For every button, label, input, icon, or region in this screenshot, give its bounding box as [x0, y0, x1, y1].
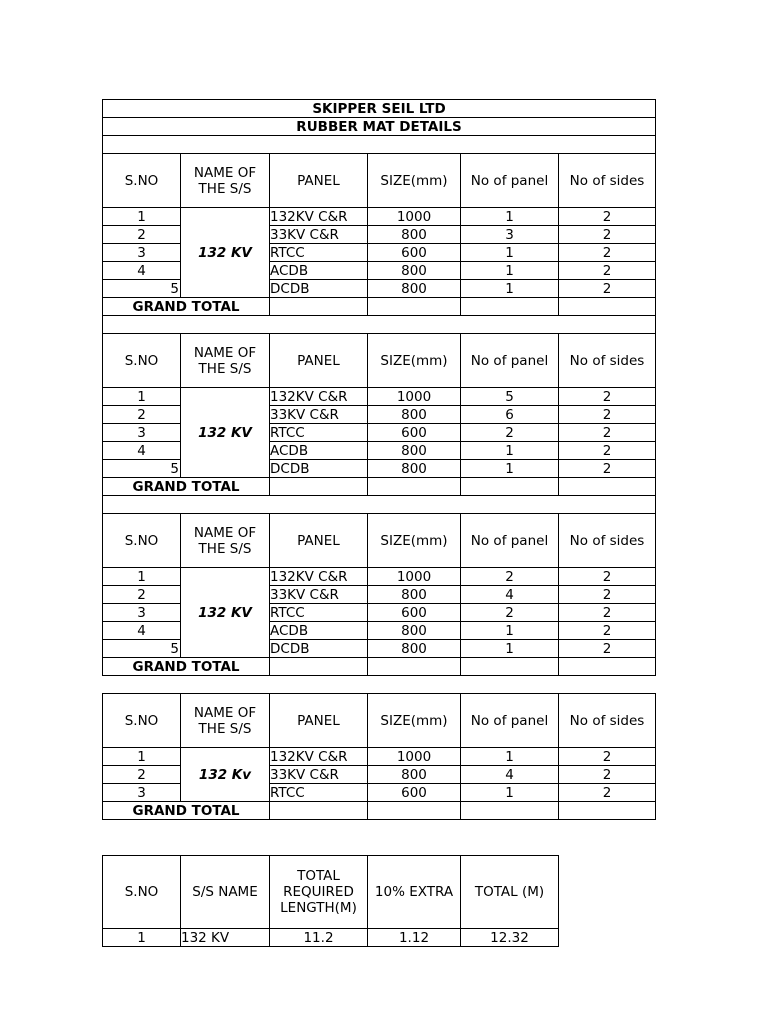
- cell-sno: 4: [103, 442, 181, 460]
- cell-no-panel: 2: [461, 424, 559, 442]
- grand-total-row: [103, 298, 656, 316]
- table-row: [103, 388, 656, 406]
- cell-ss-name: 132 KV: [181, 208, 270, 298]
- header-panel: PANEL: [270, 154, 368, 208]
- cell-size: 800: [368, 280, 461, 298]
- cell-no-sides: 2: [559, 784, 656, 802]
- grand-total-label: GRAND TOTAL: [103, 298, 270, 316]
- cell-size: 800: [368, 460, 461, 478]
- cell-panel: ACDB: [270, 262, 368, 280]
- cell-sno: 5: [103, 280, 181, 298]
- spreadsheet: [102, 99, 656, 947]
- cell-no-panel: 6: [461, 406, 559, 424]
- grand-total-cell: [559, 658, 656, 676]
- cell-sno: 1: [103, 208, 181, 226]
- grand-total-label: GRAND TOTAL: [103, 478, 270, 496]
- cell-no-panel: 1: [461, 262, 559, 280]
- header-panel: PANEL: [270, 694, 368, 748]
- cell-no-sides: 2: [559, 442, 656, 460]
- cell-sno: 4: [103, 262, 181, 280]
- grand-total-label: GRAND TOTAL: [103, 658, 270, 676]
- block-header-row: [103, 514, 656, 568]
- cell-panel: RTCC: [270, 604, 368, 622]
- rubber-mat-table: [102, 99, 656, 820]
- summary-header-ss-name: S/S NAME: [181, 856, 270, 929]
- spacer-cell: [103, 676, 656, 694]
- cell-no-sides: 2: [559, 406, 656, 424]
- summary-header-total-length: TOTAL REQUIRED LENGTH(M): [270, 856, 368, 929]
- header-sno: S.NO: [103, 154, 181, 208]
- grand-total-cell: [559, 298, 656, 316]
- cell-no-panel: 1: [461, 640, 559, 658]
- cell-size: 1000: [368, 568, 461, 586]
- cell-no-panel: 1: [461, 622, 559, 640]
- grand-total-cell: [461, 478, 559, 496]
- cell-size: 600: [368, 604, 461, 622]
- grand-total-row: [103, 658, 656, 676]
- summary-header-total: TOTAL (M): [461, 856, 559, 929]
- spacer-row: [103, 496, 656, 514]
- cell-size: 800: [368, 262, 461, 280]
- cell-panel: DCDB: [270, 280, 368, 298]
- header-name-of-ss: NAME OF THE S/S: [181, 514, 270, 568]
- grand-total-cell: [368, 478, 461, 496]
- summary-cell-extra: 1.12: [368, 929, 461, 947]
- cell-no-panel: 1: [461, 280, 559, 298]
- cell-size: 1000: [368, 208, 461, 226]
- spacer-row: [103, 316, 656, 334]
- header-no-of-panel: No of panel: [461, 334, 559, 388]
- blank-row: [103, 136, 656, 154]
- cell-panel: ACDB: [270, 442, 368, 460]
- summary-table: [102, 855, 559, 947]
- header-no-of-panel: No of panel: [461, 694, 559, 748]
- grand-total-cell: [368, 658, 461, 676]
- cell-size: 600: [368, 424, 461, 442]
- cell-sno: 2: [103, 406, 181, 424]
- cell-no-sides: 2: [559, 388, 656, 406]
- header-no-of-sides: No of sides: [559, 154, 656, 208]
- cell-no-panel: 2: [461, 568, 559, 586]
- cell-no-sides: 2: [559, 244, 656, 262]
- document-title: RUBBER MAT DETAILS: [103, 118, 656, 136]
- summary-row: [103, 929, 559, 947]
- spacer-cell: [103, 316, 656, 334]
- summary-header-sno: S.NO: [103, 856, 181, 929]
- cell-size: 600: [368, 784, 461, 802]
- cell-no-sides: 2: [559, 568, 656, 586]
- grand-total-cell: [270, 802, 368, 820]
- block-header-row: [103, 694, 656, 748]
- cell-no-sides: 2: [559, 766, 656, 784]
- cell-no-sides: 2: [559, 640, 656, 658]
- header-sno: S.NO: [103, 334, 181, 388]
- header-no-of-panel: No of panel: [461, 154, 559, 208]
- header-no-of-panel: No of panel: [461, 514, 559, 568]
- cell-panel: 132KV C&R: [270, 208, 368, 226]
- header-panel: PANEL: [270, 514, 368, 568]
- cell-no-sides: 2: [559, 280, 656, 298]
- cell-no-panel: 1: [461, 208, 559, 226]
- cell-no-sides: 2: [559, 586, 656, 604]
- cell-panel: RTCC: [270, 784, 368, 802]
- table-row: [103, 208, 656, 226]
- cell-no-sides: 2: [559, 604, 656, 622]
- cell-no-sides: 2: [559, 226, 656, 244]
- cell-size: 1000: [368, 748, 461, 766]
- header-no-of-sides: No of sides: [559, 514, 656, 568]
- grand-total-cell: [559, 802, 656, 820]
- cell-sno: 5: [103, 460, 181, 478]
- cell-sno: 5: [103, 640, 181, 658]
- cell-no-sides: 2: [559, 262, 656, 280]
- cell-no-sides: 2: [559, 424, 656, 442]
- summary-cell-ss-name: 132 KV: [181, 929, 270, 947]
- cell-no-panel: 4: [461, 586, 559, 604]
- grand-total-cell: [461, 658, 559, 676]
- cell-sno: 4: [103, 622, 181, 640]
- spacer-row: [103, 676, 656, 694]
- cell-sno: 1: [103, 568, 181, 586]
- cell-no-sides: 2: [559, 208, 656, 226]
- block-header-row: [103, 334, 656, 388]
- grand-total-cell: [270, 478, 368, 496]
- grand-total-row: [103, 478, 656, 496]
- summary-cell-sno: 1: [103, 929, 181, 947]
- cell-panel: ACDB: [270, 622, 368, 640]
- cell-panel: DCDB: [270, 640, 368, 658]
- cell-no-panel: 1: [461, 748, 559, 766]
- cell-sno: 3: [103, 784, 181, 802]
- cell-sno: 1: [103, 388, 181, 406]
- cell-no-sides: 2: [559, 748, 656, 766]
- grand-total-cell: [368, 802, 461, 820]
- grand-total-cell: [270, 658, 368, 676]
- header-size: SIZE(mm): [368, 694, 461, 748]
- header-name-of-ss: NAME OF THE S/S: [181, 694, 270, 748]
- cell-size: 1000: [368, 388, 461, 406]
- grand-total-label: GRAND TOTAL: [103, 802, 270, 820]
- cell-sno: 2: [103, 586, 181, 604]
- spacer-cell: [103, 496, 656, 514]
- cell-panel: 132KV C&R: [270, 388, 368, 406]
- header-sno: S.NO: [103, 514, 181, 568]
- cell-size: 800: [368, 226, 461, 244]
- cell-no-panel: 1: [461, 244, 559, 262]
- cell-panel: 33KV C&R: [270, 406, 368, 424]
- cell-panel: 33KV C&R: [270, 226, 368, 244]
- cell-no-panel: 1: [461, 784, 559, 802]
- cell-sno: 3: [103, 424, 181, 442]
- cell-no-panel: 4: [461, 766, 559, 784]
- header-name-of-ss: NAME OF THE S/S: [181, 334, 270, 388]
- cell-no-panel: 1: [461, 460, 559, 478]
- cell-no-panel: 2: [461, 604, 559, 622]
- grand-total-cell: [270, 298, 368, 316]
- cell-size: 800: [368, 640, 461, 658]
- header-size: SIZE(mm): [368, 514, 461, 568]
- table-row: [103, 748, 656, 766]
- cell-size: 800: [368, 766, 461, 784]
- cell-ss-name: 132 KV: [181, 388, 270, 478]
- cell-size: 800: [368, 442, 461, 460]
- grand-total-cell: [461, 298, 559, 316]
- cell-sno: 1: [103, 748, 181, 766]
- cell-no-sides: 2: [559, 460, 656, 478]
- cell-sno: 3: [103, 604, 181, 622]
- grand-total-cell: [461, 802, 559, 820]
- cell-size: 800: [368, 622, 461, 640]
- summary-cell-total-len: 11.2: [270, 929, 368, 947]
- header-no-of-sides: No of sides: [559, 334, 656, 388]
- header-sno: S.NO: [103, 694, 181, 748]
- cell-size: 600: [368, 244, 461, 262]
- cell-panel: 132KV C&R: [270, 568, 368, 586]
- cell-size: 800: [368, 406, 461, 424]
- company-name: SKIPPER SEIL LTD: [103, 100, 656, 118]
- cell-panel: 33KV C&R: [270, 586, 368, 604]
- cell-no-panel: 1: [461, 442, 559, 460]
- cell-panel: RTCC: [270, 244, 368, 262]
- cell-panel: 33KV C&R: [270, 766, 368, 784]
- grand-total-cell: [368, 298, 461, 316]
- cell-sno: 2: [103, 766, 181, 784]
- cell-sno: 3: [103, 244, 181, 262]
- table-row: [103, 568, 656, 586]
- cell-ss-name: 132 Kv: [181, 748, 270, 802]
- cell-sno: 2: [103, 226, 181, 244]
- block-header-row: [103, 154, 656, 208]
- cell-panel: RTCC: [270, 424, 368, 442]
- header-size: SIZE(mm): [368, 154, 461, 208]
- cell-ss-name: 132 KV: [181, 568, 270, 658]
- cell-no-panel: 5: [461, 388, 559, 406]
- cell-size: 800: [368, 586, 461, 604]
- header-no-of-sides: No of sides: [559, 694, 656, 748]
- cell-no-sides: 2: [559, 622, 656, 640]
- cell-no-panel: 3: [461, 226, 559, 244]
- header-panel: PANEL: [270, 334, 368, 388]
- cell-panel: 132KV C&R: [270, 748, 368, 766]
- header-name-of-ss: NAME OF THE S/S: [181, 154, 270, 208]
- cell-panel: DCDB: [270, 460, 368, 478]
- summary-cell-total: 12.32: [461, 929, 559, 947]
- grand-total-row: [103, 802, 656, 820]
- summary-header-extra: 10% EXTRA: [368, 856, 461, 929]
- grand-total-cell: [559, 478, 656, 496]
- header-size: SIZE(mm): [368, 334, 461, 388]
